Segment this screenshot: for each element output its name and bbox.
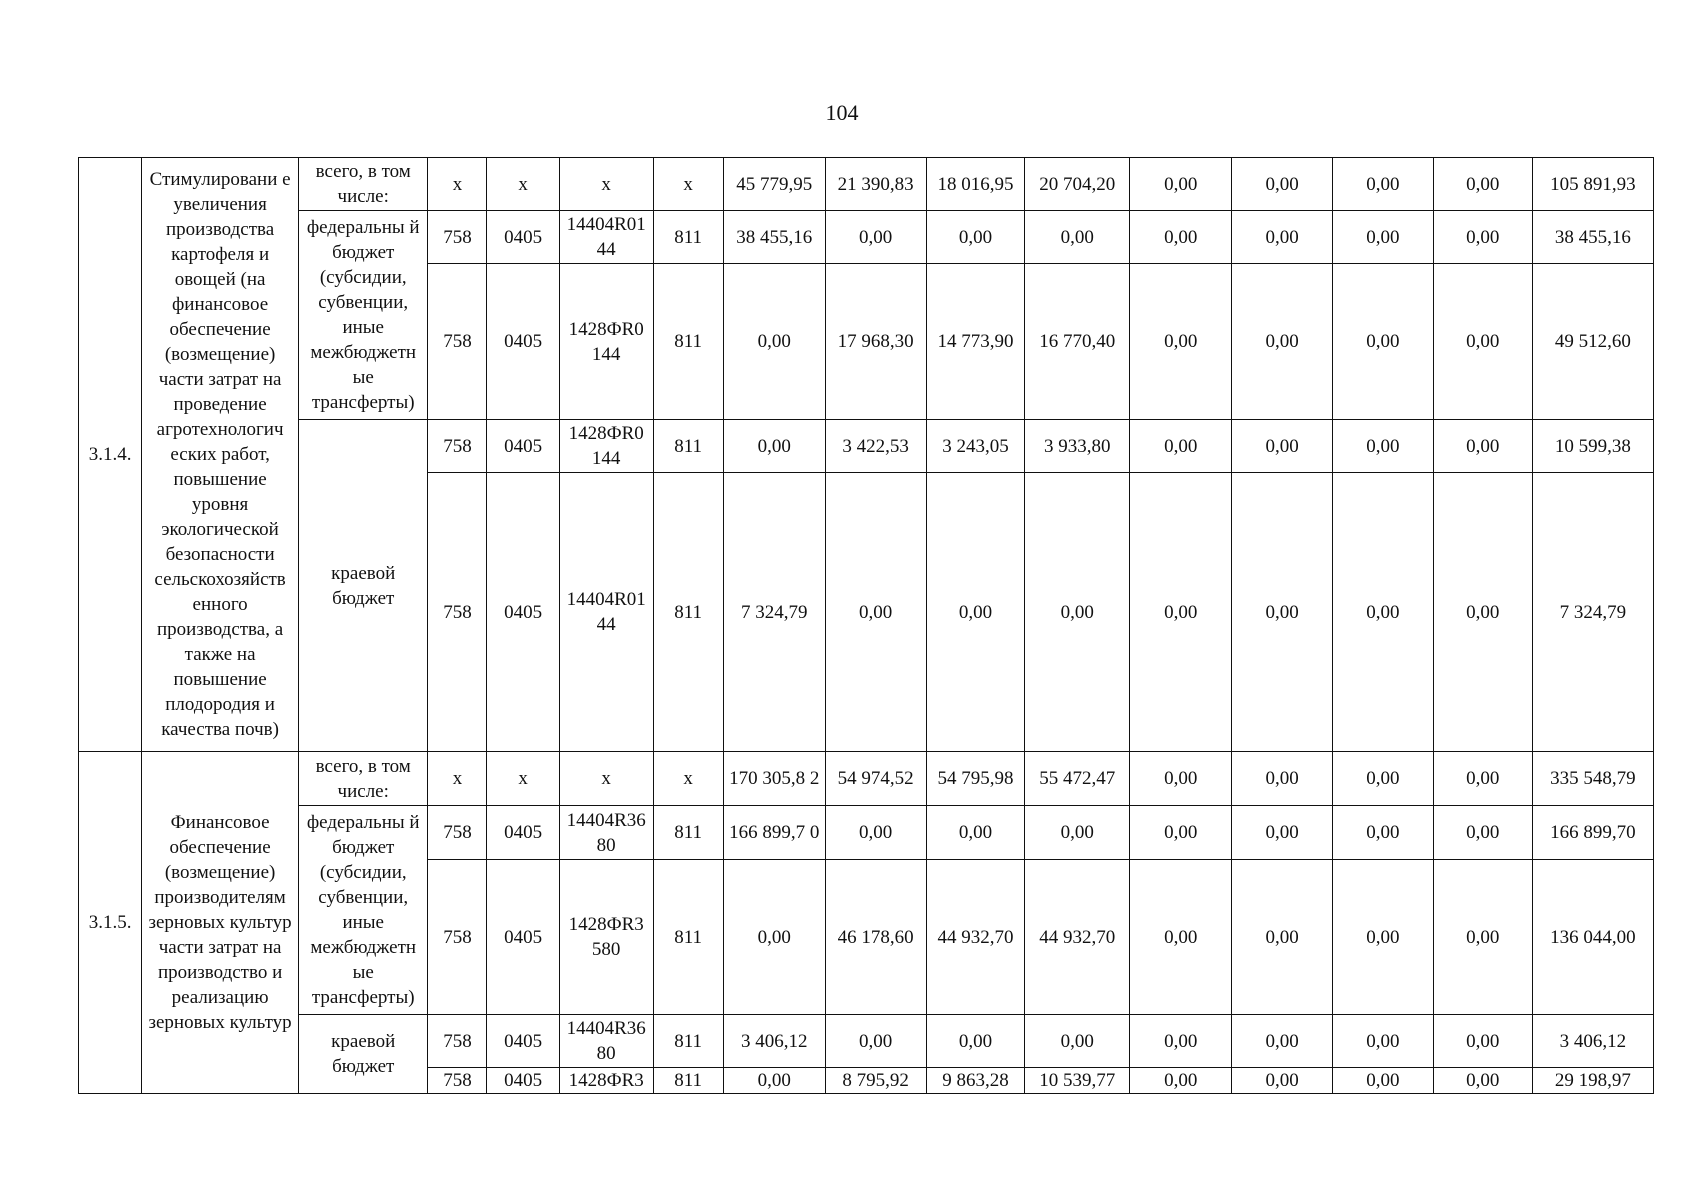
amount-cell: 38 455,16	[723, 211, 825, 264]
amount-cell: 0,00	[825, 473, 926, 752]
amount-cell: 0,00	[1232, 420, 1333, 473]
vr-code: 811	[653, 1068, 723, 1094]
total-cell: 10 599,38	[1532, 420, 1653, 473]
amount-cell: 0,00	[825, 211, 926, 264]
amount-cell: 0,00	[1025, 473, 1130, 752]
amount-cell: 3 933,80	[1025, 420, 1130, 473]
csr-code: 1428ФR3	[559, 1068, 653, 1094]
rzpr-code: 0405	[487, 420, 559, 473]
amount-cell: 0,00	[1332, 473, 1433, 752]
amount-cell: 0,00	[1433, 752, 1532, 806]
amount-cell: 0,00	[1332, 806, 1433, 860]
total-cell: 7 324,79	[1532, 473, 1653, 752]
amount-cell: 3 243,05	[926, 420, 1025, 473]
measure-description: Финансовое обеспечение (возмещение) производителям зерновых культур части затрат на производство и реализацию зерновых культур	[142, 752, 299, 1094]
csr-code: 14404R01 44	[559, 211, 653, 264]
amount-cell: 18 016,95	[926, 158, 1025, 211]
funding-source: краевой бюджет	[299, 1015, 428, 1094]
csr-code: х	[559, 752, 653, 806]
vr-code: х	[653, 158, 723, 211]
grbs-code: х	[428, 158, 487, 211]
amount-cell: 0,00	[926, 211, 1025, 264]
rzpr-code: х	[487, 158, 559, 211]
amount-cell: 0,00	[1433, 264, 1532, 420]
csr-code: 1428ФR0 144	[559, 420, 653, 473]
amount-cell: 0,00	[1130, 1068, 1232, 1094]
amount-cell: 44 932,70	[1025, 860, 1130, 1015]
amount-cell: 0,00	[1025, 806, 1130, 860]
amount-cell: 45 779,95	[723, 158, 825, 211]
table-row	[79, 420, 1654, 473]
amount-cell: 0,00	[1332, 752, 1433, 806]
rzpr-code: х	[487, 752, 559, 806]
vr-code: 811	[653, 860, 723, 1015]
total-cell: 335 548,79	[1532, 752, 1653, 806]
amount-cell: 0,00	[1433, 473, 1532, 752]
amount-cell: 0,00	[825, 806, 926, 860]
amount-cell: 0,00	[1232, 1068, 1333, 1094]
grbs-code: 758	[428, 211, 487, 264]
vr-code: 811	[653, 420, 723, 473]
amount-cell: 44 932,70	[926, 860, 1025, 1015]
amount-cell: 0,00	[1130, 806, 1232, 860]
total-cell: 166 899,70	[1532, 806, 1653, 860]
amount-cell: 0,00	[1433, 420, 1532, 473]
amount-cell: 0,00	[1232, 1015, 1333, 1068]
grbs-code: 758	[428, 1068, 487, 1094]
amount-cell: 0,00	[1232, 860, 1333, 1015]
amount-cell: 54 974,52	[825, 752, 926, 806]
amount-cell: 0,00	[825, 1015, 926, 1068]
amount-cell: 0,00	[926, 806, 1025, 860]
vr-code: х	[653, 752, 723, 806]
funding-source: всего, в том числе:	[299, 752, 428, 806]
funding-source: федеральны й бюджет (субсидии, субвенции, иные межбюджетн ые трансферты)	[299, 211, 428, 420]
amount-cell: 9 863,28	[926, 1068, 1025, 1094]
csr-code: х	[559, 158, 653, 211]
csr-code: 1428ФR0 144	[559, 264, 653, 420]
amount-cell: 0,00	[1130, 752, 1232, 806]
measure-description: Стимулировани е увеличения производства картофеля и овощей (на финансовое обеспечение (возмещение) части затрат на проведение агротехнологич еских работ, повышение уровня экологической безопасности сельскохозяйств енного производства, а также на повышение плодородия и качества почв)	[142, 158, 299, 752]
amount-cell: 0,00	[1232, 806, 1333, 860]
amount-cell: 0,00	[1130, 420, 1232, 473]
total-cell: 49 512,60	[1532, 264, 1653, 420]
amount-cell: 0,00	[723, 1068, 825, 1094]
rzpr-code: 0405	[487, 1015, 559, 1068]
total-cell: 29 198,97	[1532, 1068, 1653, 1094]
amount-cell: 0,00	[1332, 860, 1433, 1015]
funding-source: федеральны й бюджет (субсидии, субвенции, иные межбюджетн ые трансферты)	[299, 806, 428, 1015]
amount-cell: 55 472,47	[1025, 752, 1130, 806]
amount-cell: 16 770,40	[1025, 264, 1130, 420]
amount-cell: 170 305,8 2	[723, 752, 825, 806]
amount-cell: 0,00	[723, 264, 825, 420]
csr-code: 14404R36 80	[559, 806, 653, 860]
amount-cell: 0,00	[1332, 1015, 1433, 1068]
amount-cell: 0,00	[926, 1015, 1025, 1068]
table-row	[79, 752, 1654, 806]
grbs-code: 758	[428, 473, 487, 752]
grbs-code: 758	[428, 860, 487, 1015]
vr-code: 811	[653, 473, 723, 752]
amount-cell: 0,00	[1130, 860, 1232, 1015]
grbs-code: 758	[428, 806, 487, 860]
row-number: 3.1.4.	[79, 158, 142, 752]
amount-cell: 14 773,90	[926, 264, 1025, 420]
vr-code: 811	[653, 264, 723, 420]
rzpr-code: 0405	[487, 860, 559, 1015]
amount-cell: 0,00	[926, 473, 1025, 752]
amount-cell: 3 406,12	[723, 1015, 825, 1068]
amount-cell: 0,00	[1130, 264, 1232, 420]
funding-source: всего, в том числе:	[299, 158, 428, 211]
amount-cell: 0,00	[1433, 1068, 1532, 1094]
amount-cell: 3 422,53	[825, 420, 926, 473]
amount-cell: 0,00	[1130, 473, 1232, 752]
vr-code: 811	[653, 806, 723, 860]
amount-cell: 0,00	[1232, 211, 1333, 264]
amount-cell: 0,00	[1433, 158, 1532, 211]
total-cell: 105 891,93	[1532, 158, 1653, 211]
amount-cell: 0,00	[1433, 806, 1532, 860]
amount-cell: 46 178,60	[825, 860, 926, 1015]
amount-cell: 17 968,30	[825, 264, 926, 420]
amount-cell: 10 539,77	[1025, 1068, 1130, 1094]
table-row	[79, 1015, 1654, 1068]
page-number: 104	[825, 100, 859, 125]
amount-cell: 0,00	[723, 420, 825, 473]
amount-cell: 0,00	[1433, 211, 1532, 264]
rzpr-code: 0405	[487, 806, 559, 860]
amount-cell: 7 324,79	[723, 473, 825, 752]
table-row	[79, 806, 1654, 860]
amount-cell: 0,00	[1025, 211, 1130, 264]
amount-cell: 0,00	[1332, 211, 1433, 264]
amount-cell: 0,00	[1232, 752, 1333, 806]
amount-cell: 0,00	[1332, 158, 1433, 211]
rzpr-code: 0405	[487, 211, 559, 264]
csr-code: 14404R01 44	[559, 473, 653, 752]
amount-cell: 0,00	[1130, 1015, 1232, 1068]
grbs-code: 758	[428, 1015, 487, 1068]
amount-cell: 0,00	[1130, 211, 1232, 264]
amount-cell: 8 795,92	[825, 1068, 926, 1094]
rzpr-code: 0405	[487, 473, 559, 752]
grbs-code: 758	[428, 264, 487, 420]
grbs-code: 758	[428, 420, 487, 473]
amount-cell: 0,00	[1332, 1068, 1433, 1094]
amount-cell: 0,00	[1232, 264, 1333, 420]
rzpr-code: 0405	[487, 264, 559, 420]
budget-table	[78, 157, 1654, 1094]
table-row	[79, 211, 1654, 264]
rzpr-code: 0405	[487, 1068, 559, 1094]
csr-code: 14404R36 80	[559, 1015, 653, 1068]
total-cell: 3 406,12	[1532, 1015, 1653, 1068]
amount-cell: 0,00	[1130, 158, 1232, 211]
amount-cell: 54 795,98	[926, 752, 1025, 806]
table-row	[79, 158, 1654, 211]
amount-cell: 0,00	[1232, 158, 1333, 211]
amount-cell: 20 704,20	[1025, 158, 1130, 211]
amount-cell: 0,00	[1025, 1015, 1130, 1068]
vr-code: 811	[653, 211, 723, 264]
vr-code: 811	[653, 1015, 723, 1068]
amount-cell: 0,00	[1433, 1015, 1532, 1068]
total-cell: 38 455,16	[1532, 211, 1653, 264]
csr-code: 1428ФR3 580	[559, 860, 653, 1015]
amount-cell: 0,00	[1232, 473, 1333, 752]
amount-cell: 0,00	[1332, 264, 1433, 420]
amount-cell: 166 899,7 0	[723, 806, 825, 860]
grbs-code: х	[428, 752, 487, 806]
total-cell: 136 044,00	[1532, 860, 1653, 1015]
row-number: 3.1.5.	[79, 752, 142, 1094]
amount-cell: 0,00	[1332, 420, 1433, 473]
funding-source: краевой бюджет	[299, 420, 428, 752]
amount-cell: 0,00	[1433, 860, 1532, 1015]
amount-cell: 0,00	[723, 860, 825, 1015]
amount-cell: 21 390,83	[825, 158, 926, 211]
